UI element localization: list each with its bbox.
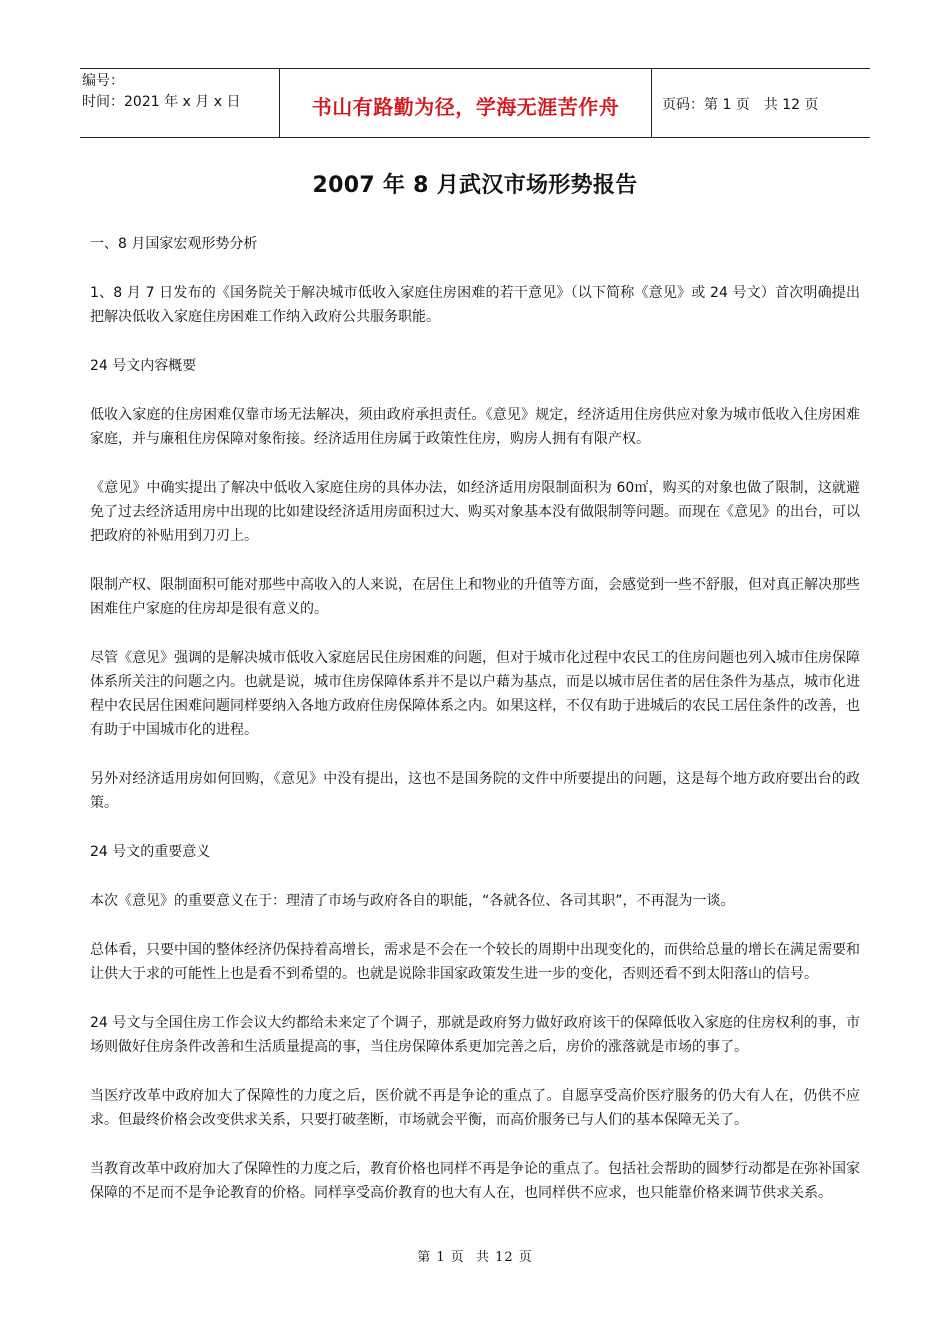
page-info-current: 页码：第 1 页 — [662, 97, 750, 113]
motto-text: 书山有路勤为径，学海无涯苦作舟 — [311, 94, 620, 119]
page-info-total: 共 12 页 — [763, 97, 819, 113]
paragraph: 24 号文与全国住房工作会议大约都给未来定了个调子，那就是政府努力做好政府该干的保障低收入家庭的住房权利的事，市场则做好住房条件改善和生活质量提高的事，当住房保障体系更加完善之后，房价的涨落就是市场的事了。 — [90, 1015, 860, 1055]
paragraph: 尽管《意见》强调的是解决城市低收入家庭居民住房困难的问题，但对于城市化过程中农民工的住房问题也列入城市住房保障体系所关注的问题之内。也就是说，城市住房保障体系并不是以户藉为基点，而是以城市居住者的居住条件为基点，城市化进程中农民居住困难问题同样要纳入各地方政府住房保障体系之内。如果这样，不仅有助于进城后的农民工居住条件的改善，也有助于中国城市化的进程。 — [90, 650, 860, 738]
document-body — [90, 232, 860, 1230]
header-meta — [80, 69, 280, 137]
document-title: 2007 年 8 月武汉市场形势报告 — [312, 173, 638, 198]
header-motto-cell — [280, 69, 652, 137]
paragraph: 一、8 月国家宏观形势分析 — [90, 236, 258, 252]
paragraph: 另外对经济适用房如何回购，《意见》中没有提出，这也不是国务院的文件中所要提出的问题，这是每个地方政府要出台的政策。 — [90, 771, 860, 811]
paragraph: 总体看，只要中国的整体经济仍保持着高增长，需求是不会在一个较长的周期中出现变化的，而供给总量的增长在满足需要和让供大于求的可能性上也是看不到希望的。也就是说除非国家政策发生进一步的变化，否则还看不到太阳落山的信号。 — [90, 942, 860, 982]
paragraph: 限制产权、限制面积可能对那些中高收入的人来说，在居住上和物业的升值等方面，会感觉到一些不舒服，但对真正解决那些困难住户家庭的住房却是很有意义的。 — [90, 577, 860, 617]
date-label: 时间：2021 年 x 月 x 日 — [82, 94, 241, 110]
paragraph: 《意见》中确实提出了解决中低收入家庭住房的具体办法，如经济适用房限制面积为 60㎡，购买的对象也做了限制，这就避免了过去经济适用房中出现的比如建设经济适用房面积过大、购买对象基本没有做限制等问题。而现在《意见》的出台，可以把政府的补贴用到刀刃上。 — [90, 480, 860, 544]
footer-page-total: 共 12 页 — [475, 1250, 533, 1265]
paragraph: 24 号文的重要意义 — [90, 844, 211, 860]
paragraph: 低收入家庭的住房困难仅靠市场无法解决，须由政府承担责任。《意见》规定，经济适用住房供应对象为城市低收入住房困难家庭，并与廉租住房保障对象衔接。经济适用住房属于政策性住房，购房人拥有有限产权。 — [90, 407, 860, 447]
paragraph: 24 号文内容概要 — [90, 358, 197, 374]
paragraph: 当教育改革中政府加大了保障性的力度之后，教育价格也同样不再是争论的重点了。包括社会帮助的圆梦行动都是在弥补国家保障的不足而不是争论教育的价格。同样享受高价教育的也大有人在，也同样供不应求，也只能靠价格来调节供求关系。 — [90, 1161, 860, 1201]
page-footer — [0, 1246, 950, 1265]
paragraph: 当医疗改革中政府加大了保障性的力度之后，医价就不再是争论的重点了。自愿享受高价医疗服务的仍大有人在，仍供不应求。但最终价格会改变供求关系，只要打破垄断，市场就会平衡，而高价服务已与人们的基本保障无关了。 — [90, 1088, 860, 1128]
code-label: 编号： — [82, 73, 124, 89]
page-header — [80, 68, 870, 138]
paragraph: 1、8 月 7 日发布的《国务院关于解决城市低收入家庭住房困难的若干意见》（以下简称《意见》或 24 号文）首次明确提出把解决低收入家庭住房困难工作纳入政府公共服务职能。 — [90, 285, 860, 325]
header-page-info — [652, 69, 870, 137]
footer-page-current: 第 1 页 — [417, 1250, 465, 1265]
paragraph: 本次《意见》的重要意义在于：理清了市场与政府各自的职能，“各就各位、各司其职”，不再混为一谈。 — [90, 893, 735, 909]
